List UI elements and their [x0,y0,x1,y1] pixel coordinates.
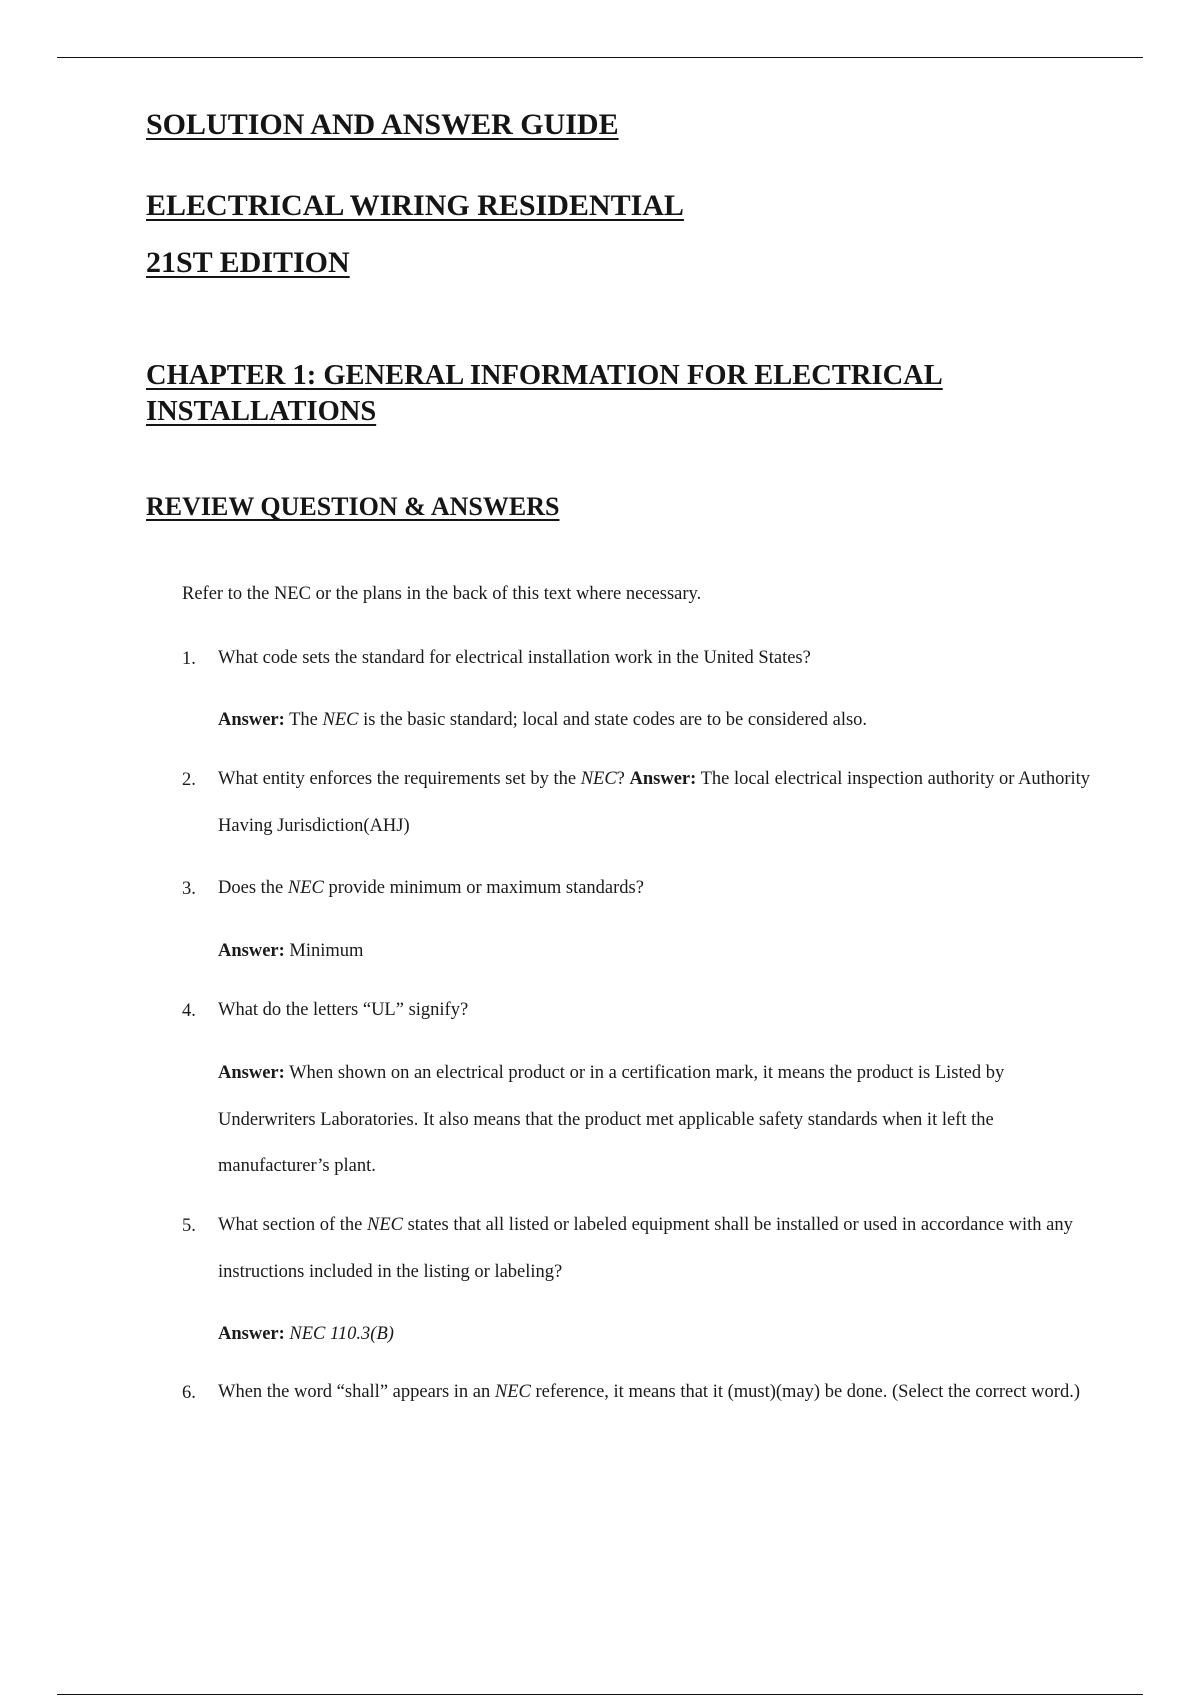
top-rule [57,57,1143,58]
question-body-post: provide minimum or maximum standards? [323,878,644,898]
document-title: SOLUTION AND ANSWER GUIDE [146,108,619,141]
question-text [218,756,1098,849]
answer-label: Answer: [218,941,285,961]
question-text [218,987,1098,1034]
question-number: 4. [182,1001,196,1021]
bottom-rule [57,1694,1143,1695]
answer-text [218,1050,1098,1190]
answer-body: Minimum [284,941,364,961]
book-title: ELECTRICAL WIRING RESIDENTIAL [146,189,684,222]
question-body-pre: What section of the [218,1215,367,1235]
nec-reference: NEC [322,710,359,730]
question-body-pre: Does the [218,878,288,898]
question-body: What code sets the standard for electrical installation work in the United States? [218,648,811,668]
question-text [218,635,1098,682]
intro-text: Refer to the NEC or the plans in the back of this text where necessary. [182,584,702,604]
answer-text [218,928,1098,975]
nec-reference: NEC [366,1215,403,1235]
answer-label: Answer: [218,1063,285,1083]
question-body: What do the letters “UL” signify? [218,1000,469,1020]
nec-reference: NEC [580,769,617,789]
answer-body: The local electrical inspection authority or Authority Having Jurisdiction(AHJ) [218,769,1091,836]
question-number: 5. [182,1216,196,1236]
chapter-title: CHAPTER 1: GENERAL INFORMATION FOR ELECTRICAL INSTALLATIONS [146,360,943,427]
question-text [218,865,1098,912]
question-number: 1. [182,649,196,669]
question-number: 6. [182,1383,196,1403]
question-number: 3. [182,879,196,899]
question-number: 2. [182,770,196,790]
question-text [218,1202,1098,1295]
nec-reference: NEC [287,878,324,898]
question-body-pre: When the word “shall” appears in an [218,1382,495,1402]
answer-body-post: is the basic standard; local and state codes are to be considered also. [358,710,868,730]
section-title: REVIEW QUESTION & ANSWERS [146,492,560,521]
question-body-post: states that all listed or labeled equipment shall be installed or used in accordance with any instructions included in the listing or labeling? [218,1215,1073,1282]
answer-label: Answer: [218,1324,285,1344]
nec-reference: NEC [494,1382,531,1402]
answer-label: Answer: [629,769,697,789]
answer-body: NEC 110.3(B) [289,1324,394,1344]
answer-body-pre: The [289,710,323,730]
question-text [218,1369,1098,1416]
question-body-post: reference, it means that it (must)(may) be done. (Select the correct word.) [530,1382,1080,1402]
edition-label: 21ST EDITION [146,246,350,279]
answer-label: Answer: [218,710,285,730]
answer-body: When shown on an electrical product or in a certification mark, it means the product is Listed by Underwriters Laboratories. It also means that the product met applicable safety standards when it left the manufacturer’s plant. [218,1063,1005,1176]
question-body-pre: What entity enforces the requirements set by the [218,769,581,789]
answer-text [218,1311,1098,1358]
answer-text [218,697,1098,744]
question-body-post: ? [616,769,630,789]
